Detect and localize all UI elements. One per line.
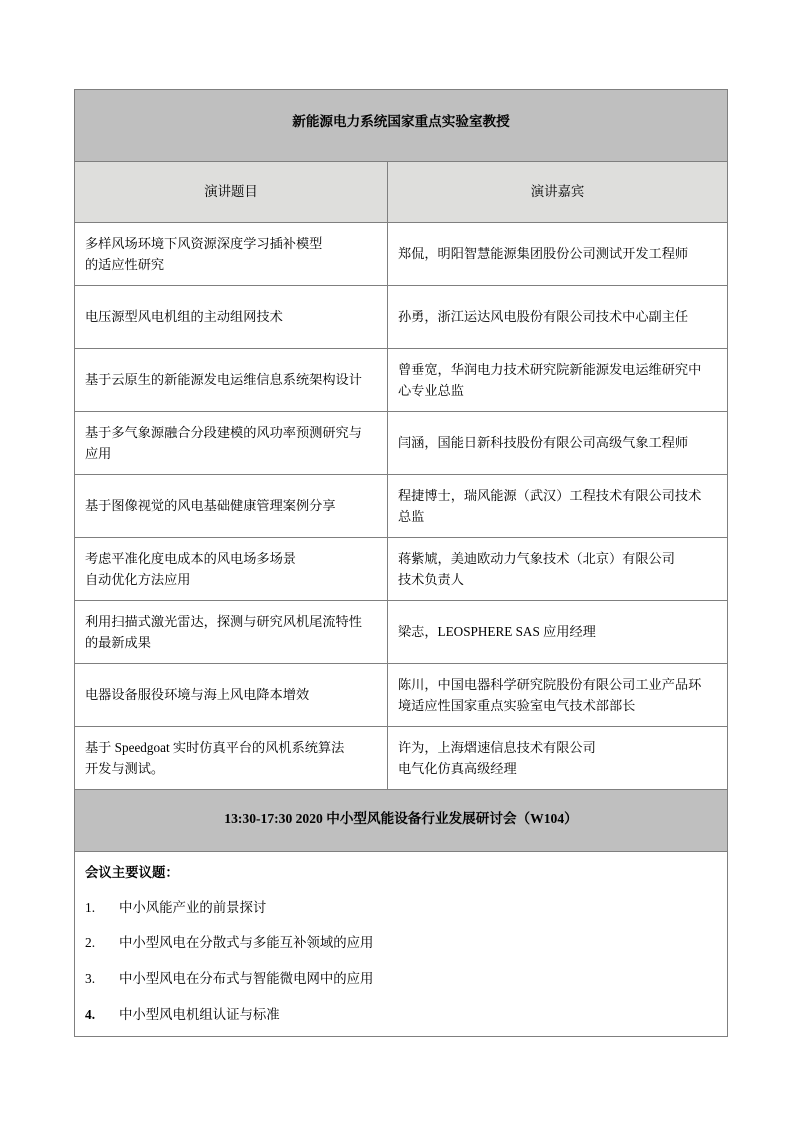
talk-title-cell	[75, 412, 388, 475]
speaker-line: 技术负责人	[398, 572, 464, 587]
talk-title-line: 电器设备服役环境与海上风电降本增效	[85, 687, 310, 703]
table-row	[75, 475, 728, 538]
talk-title-line: 的最新成果	[85, 635, 151, 650]
talk-title-cell	[75, 727, 388, 790]
talk-title-cell	[75, 664, 388, 727]
agenda-item-number: 1.	[85, 899, 96, 915]
talk-title-line: 利用扫描式激光雷达，探测与研究风机尾流特性	[85, 613, 362, 629]
session-banner-title: 13:30-17:30 2020 中小型风能设备行业发展研讨会（W104）	[75, 790, 728, 852]
talk-title-cell	[75, 349, 388, 412]
talk-title-line: 多样风场环境下风资源深度学习插补模型	[85, 235, 323, 251]
speaker-line: 许为，上海熠速信息技术有限公司	[398, 739, 596, 755]
speaker-line: 陈川，中国电器科学研究院股份有限公司工业产品环	[398, 676, 702, 692]
table-row	[75, 601, 728, 664]
speaker-line: 程捷博士，瑞风能源（武汉）工程技术有限公司技术	[398, 487, 702, 503]
table-title: 新能源电力系统国家重点实验室教授	[75, 90, 728, 162]
table-body	[75, 90, 728, 1037]
agenda-item-text: 中小型风电在分布式与智能微电网中的应用	[119, 971, 374, 987]
table-row	[75, 286, 728, 349]
agenda-row	[75, 852, 728, 1037]
speaker-cell	[388, 286, 728, 349]
talk-title-line: 基于云原生的新能源发电运维信息系统架构设计	[85, 372, 362, 388]
agenda-item-text: 中小型风电机组认证与标准	[119, 1006, 280, 1022]
talk-title-line: 开发与测试。	[85, 761, 165, 776]
speaker-line: 郑侃，明阳智慧能源集团股份公司测试开发工程师	[398, 246, 689, 262]
agenda-cell	[75, 852, 728, 1037]
agenda-item-number: 3.	[85, 971, 96, 987]
list-item	[85, 1004, 717, 1026]
table-row	[75, 412, 728, 475]
agenda-item-number: 4.	[85, 1006, 96, 1022]
agenda-item-text: 中小型风电在分散式与多能互补领域的应用	[119, 935, 374, 951]
speaker-line: 蒋紫虓，美迪欧动力气象技术（北京）有限公司	[398, 550, 675, 566]
talk-title-cell	[75, 601, 388, 664]
talk-title-line: 电压源型风电机组的主动组网技术	[85, 309, 283, 325]
table-title-row	[75, 90, 728, 162]
table-row	[75, 223, 728, 286]
speaker-cell	[388, 538, 728, 601]
table-row	[75, 538, 728, 601]
talk-title-line: 自动优化方法应用	[85, 572, 191, 587]
list-item	[85, 932, 717, 954]
speaker-cell	[388, 727, 728, 790]
talk-title-line: 考虑平准化度电成本的风电场多场景	[85, 550, 296, 566]
speaker-line: 孙勇，浙江运达风电股份有限公司技术中心副主任	[398, 309, 689, 325]
list-item	[85, 897, 717, 919]
conference-schedule-table	[74, 89, 728, 1037]
speaker-cell	[388, 412, 728, 475]
speaker-line: 总监	[398, 509, 425, 524]
session-banner-row	[75, 790, 728, 852]
agenda-item-text: 中小风能产业的前景探讨	[119, 899, 267, 915]
talk-title-cell	[75, 475, 388, 538]
talk-title-cell	[75, 286, 388, 349]
speaker-cell	[388, 349, 728, 412]
speaker-cell	[388, 223, 728, 286]
agenda-item-number: 2.	[85, 935, 96, 951]
agenda-heading: 会议主要议题：	[85, 865, 179, 880]
speaker-cell	[388, 601, 728, 664]
talk-title-line: 的适应性研究	[85, 257, 165, 272]
column-header-title: 演讲题目	[75, 162, 388, 223]
talk-title-cell	[75, 538, 388, 601]
speaker-cell	[388, 475, 728, 538]
talk-title-line: 应用	[85, 446, 112, 461]
speaker-line: 境适应性国家重点实验室电气技术部部长	[398, 698, 636, 713]
speaker-line: 梁志，LEOSPHERE SAS 应用经理	[398, 624, 596, 640]
talk-title-line: 基于图像视觉的风电基础健康管理案例分享	[85, 498, 336, 514]
talk-title-line: 基于多气象源融合分段建模的风功率预测研究与	[85, 424, 362, 440]
table-row	[75, 349, 728, 412]
table-row	[75, 664, 728, 727]
speaker-line: 曾垂宽，华润电力技术研究院新能源发电运维研究中	[398, 361, 702, 377]
speaker-line: 电气化仿真高级经理	[398, 761, 517, 776]
table-row	[75, 727, 728, 790]
list-item	[85, 968, 717, 990]
column-header-guest: 演讲嘉宾	[388, 162, 728, 223]
column-header-row	[75, 162, 728, 223]
speaker-cell	[388, 664, 728, 727]
talk-title-line: 基于 Speedgoat 实时仿真平台的风机系统算法	[85, 739, 345, 755]
speaker-line: 闫涵，国能日新科技股份有限公司高级气象工程师	[398, 435, 689, 451]
talk-title-cell	[75, 223, 388, 286]
speaker-line: 心专业总监	[398, 383, 464, 398]
